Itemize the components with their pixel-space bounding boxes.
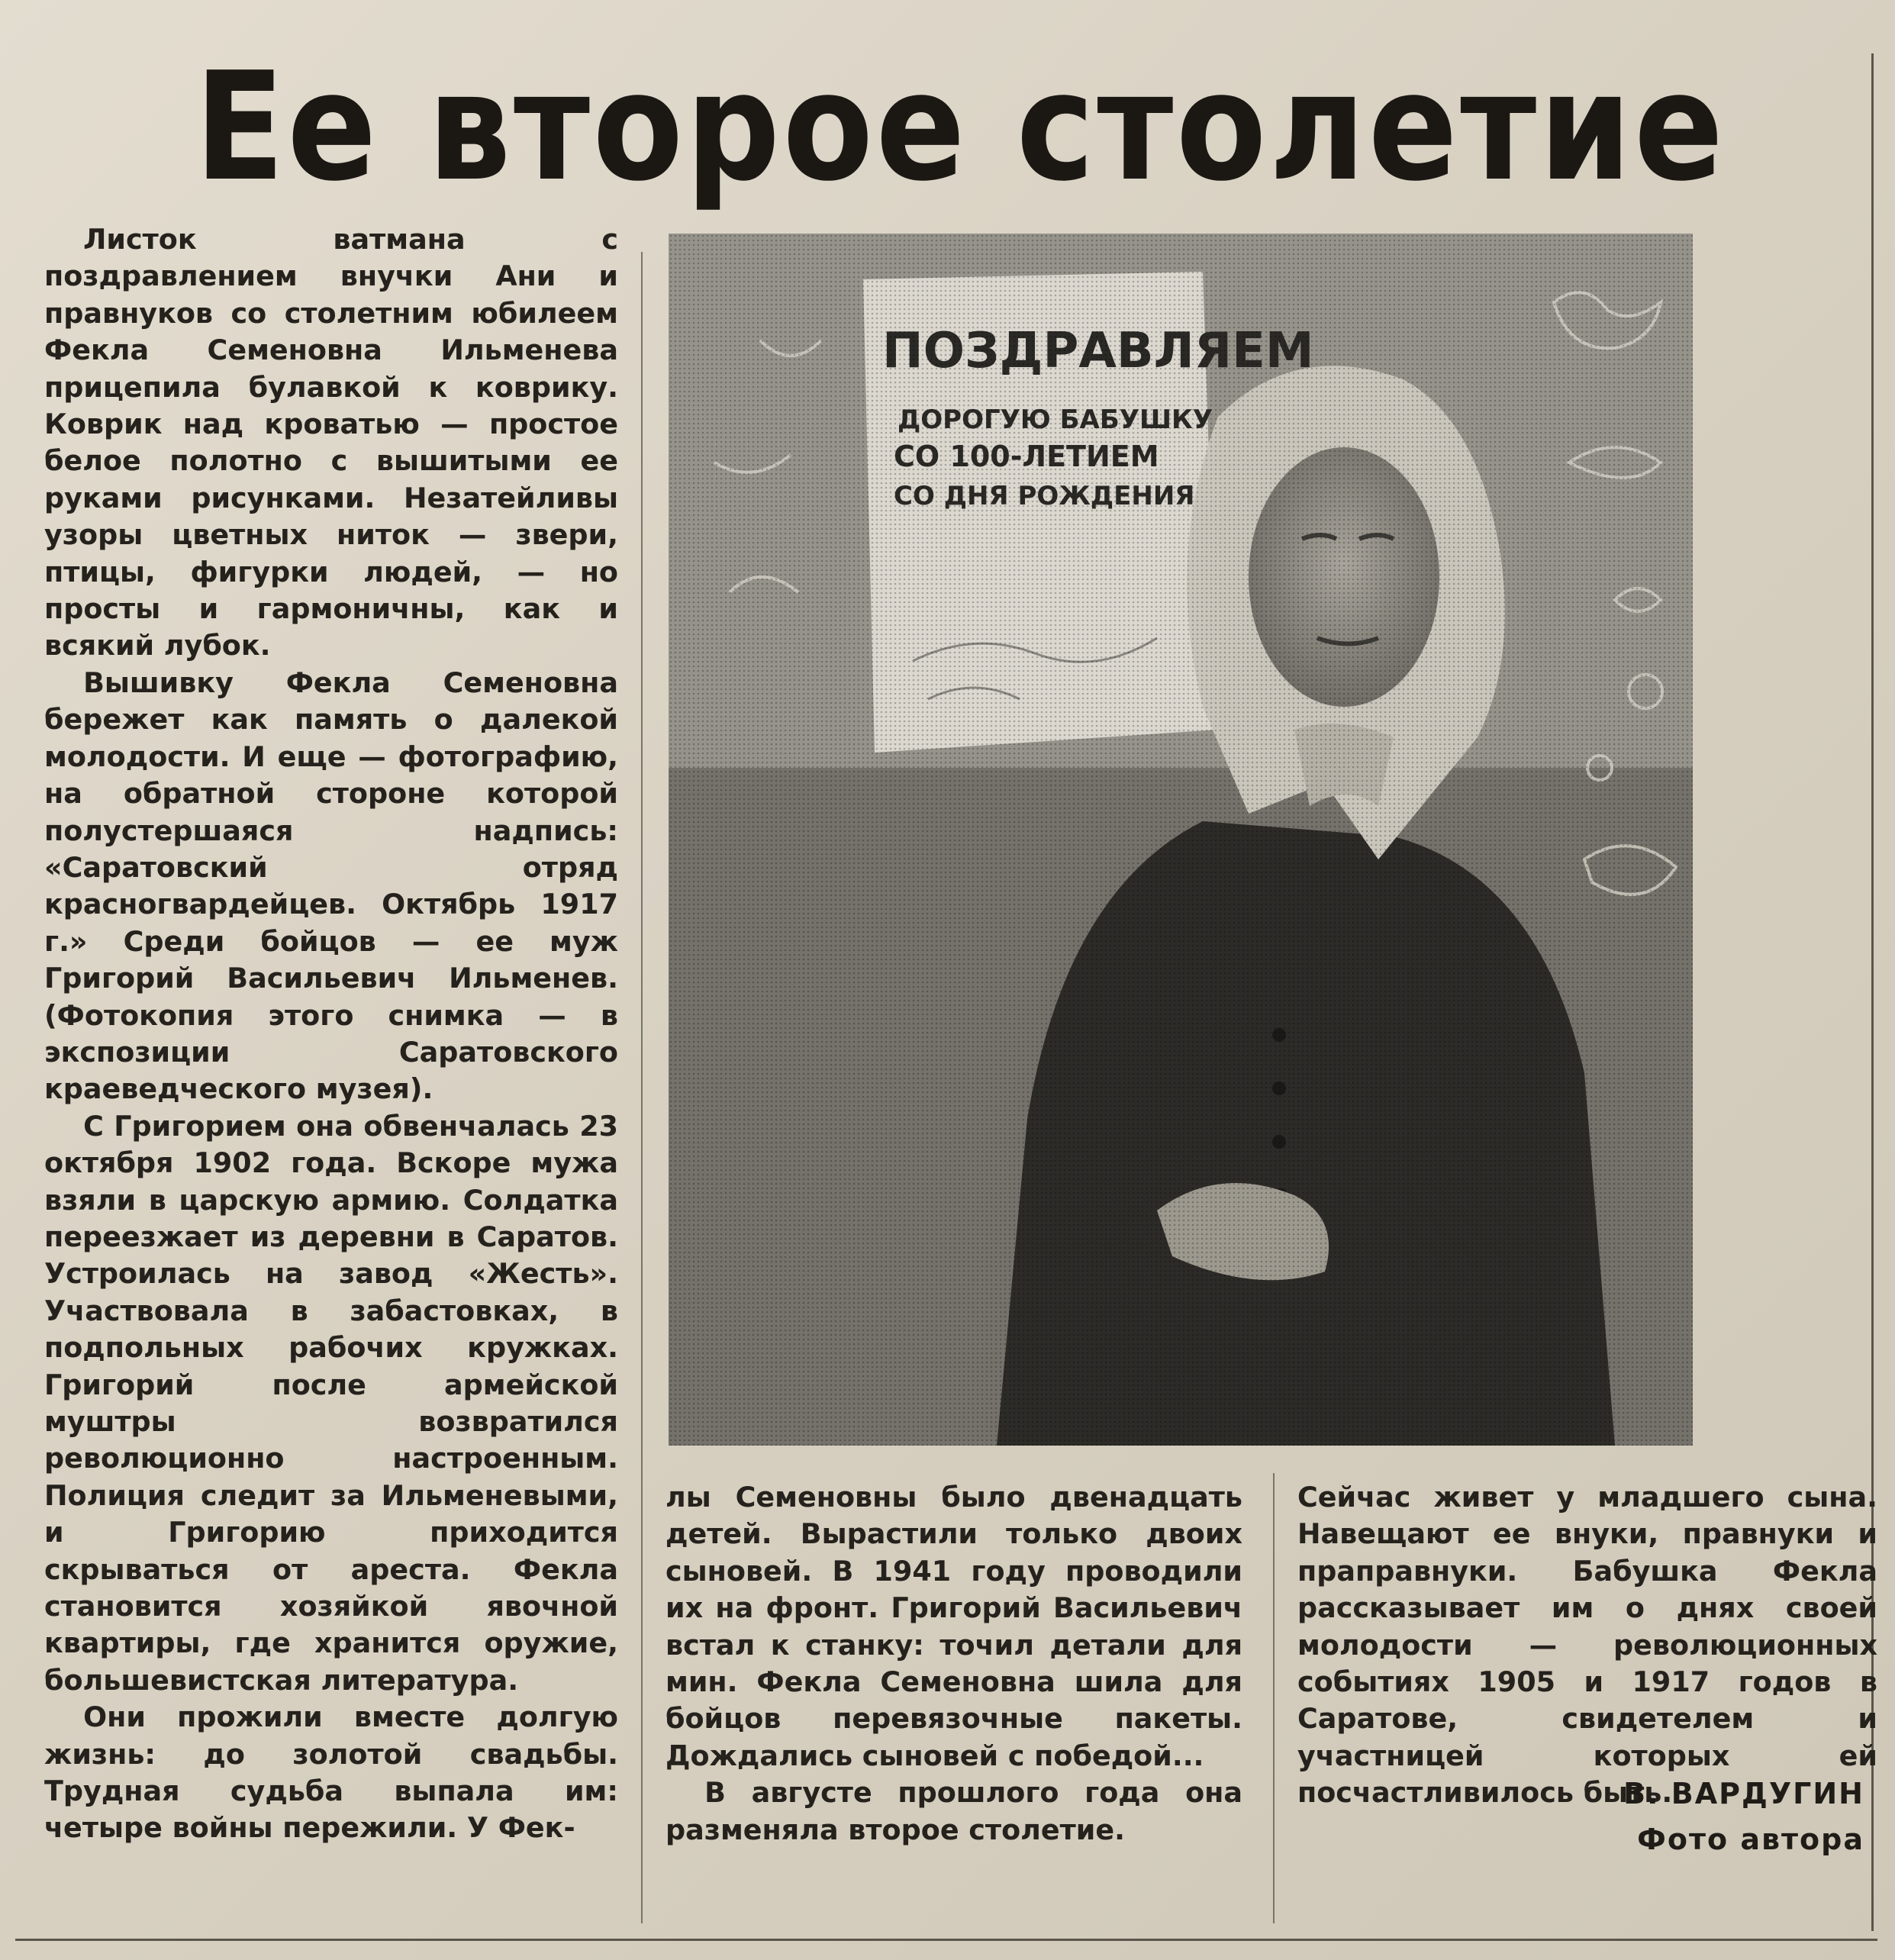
paragraph: Вышивку Фекла Семеновна бережет как память о далекой молодости. И еще — фотографию, на обратной стороне которой полустершаяся надпись: «Саратовский отряд красногвардейцев. Октябрь 1917 г.» Среди бойцов — ее муж Григорий Васильевич Ильменев. (Фотокопия этого снимка — в экспозиции Саратовского краеведческого музея). [44, 666, 618, 1106]
paragraph: Листок ватмана с поздравлением внучки Ани и правнуков со столетним юбилеем Фекла Семеновна Ильменева прицепила булавкой к коврику. Коврик над кроватью — простое белое полотно с вышитыми ее руками рисунками. Незатейливы узоры цветных ниток — звери, птицы, фигурки людей, — но просты и гармоничны, как и всякий лубок. [44, 223, 618, 662]
paragraph: В августе прошлого года она разменяла второе столетие. [666, 1776, 1242, 1846]
paragraph: С Григорием она обвенчалась 23 октября 1902 года. Вскоре мужа взяли в царскую армию. Солдатка переезжает из деревни в Саратов. Устроилась на завод «Жесть». Участвовала в забастовках, в подпольных рабочих кружках. Григорий после армейской муштры возвратился революционно настроенным. Полиция следит за Ильменевыми, и Григорию приходится скрываться от ареста. Фекла становится хозяйкой явочной квартиры, где хранится оружие, большевистская литература. [44, 1109, 618, 1697]
column-rule-right [1273, 1473, 1275, 1923]
bottom-border-rule [15, 1939, 1877, 1941]
paragraph: лы Семеновны было двенадцать детей. Вырастили только двоих сыновей. В 1941 году проводили их на фронт. Григорий Васильевич встал к станку: точил детали для мин. Фекла Семеновна шила для бойцов перевязочные пакеты. Дождались сыновей с победой... [666, 1481, 1242, 1772]
photo-credit: Фото автора [1637, 1823, 1864, 1856]
paragraph: Они прожили вместе долгую жизнь: до золотой свадьбы. Трудная судьба выпала им: четыре войны пережили. У Фек- [44, 1700, 618, 1845]
paragraph: Сейчас живет у младшего сына. Навещают ее внуки, правнуки и праправнуки. Бабушка Фекла рассказывает им о днях своей молодости — революционных событиях 1905 и 1917 годов в Саратове, свидетелем и участницей которых ей посчастливилось быть. [1297, 1481, 1877, 1810]
article-column-2 [666, 1479, 1242, 1849]
article-column-1 [44, 221, 618, 1847]
article-headline: Ее второе столетие [195, 40, 1726, 214]
portrait-photo-drawing [669, 234, 1693, 1446]
author-signature: В. ВАРДУГИН [1623, 1777, 1864, 1810]
column-rule-left [641, 252, 643, 1923]
article-column-3 [1297, 1479, 1877, 1812]
portrait-photo [669, 234, 1693, 1446]
